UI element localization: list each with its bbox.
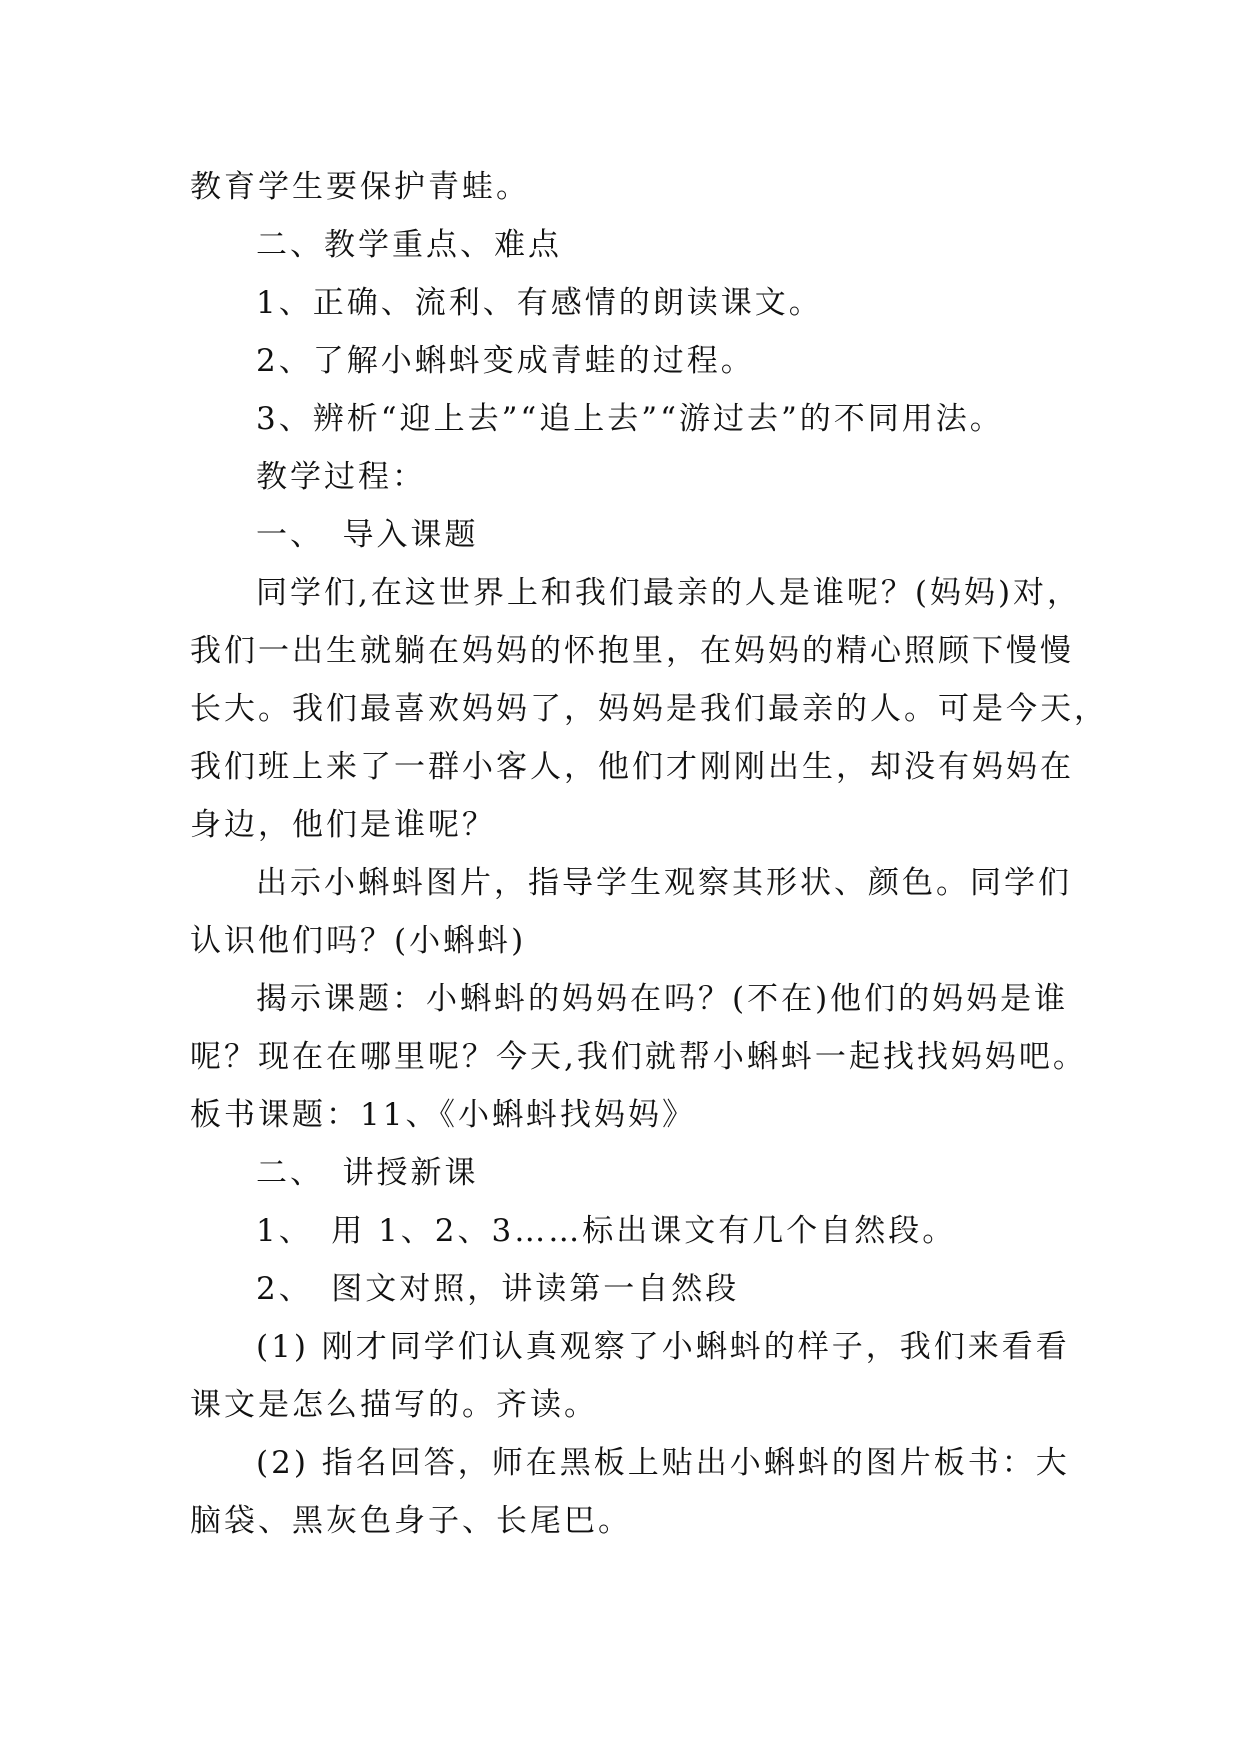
paragraph-line: 我们班上来了一群小客人，他们才刚刚出生，却没有妈妈在 [190,749,1074,785]
list-item: 1、正确、流利、有感情的朗读课文。 [256,285,823,321]
section-heading: 二、 讲授新课 [256,1155,479,1191]
section-heading: 一、 导入课题 [256,517,479,553]
section-heading: 二、教学重点、难点 [256,227,562,263]
paragraph-line: 同学们,在这世界上和我们最亲的人是谁呢？(妈妈)对， [256,575,1082,611]
paragraph-line: 认识他们吗？(小蝌蚪) [190,923,527,959]
paragraph-line: (1) 刚才同学们认真观察了小蝌蚪的样子，我们来看看 [256,1329,1070,1365]
text-line: 教育学生要保护青蛙。 [190,169,530,205]
paragraph-line: 板书课题：11、《小蝌蚪找妈妈》 [190,1097,696,1133]
paragraph-line: 身边，他们是谁呢？ [190,807,496,843]
paragraph-line: 脑袋、黑灰色身子、长尾巴。 [190,1503,632,1539]
paragraph-line: 长大。我们最喜欢妈妈了，妈妈是我们最亲的人。可是今天， [190,691,1108,727]
list-item: 3、辨析“迎上去”“追上去”“游过去”的不同用法。 [256,401,1004,437]
paragraph-line: 呢？现在在哪里呢？今天,我们就帮小蝌蚪一起找找妈妈吧。 [190,1039,1087,1075]
paragraph-line: 出示小蝌蚪图片，指导学生观察其形状、颜色。同学们 [256,865,1072,901]
list-item: 2、 图文对照，讲读第一自然段 [256,1271,740,1307]
section-heading: 教学过程： [256,459,426,495]
document-body [190,158,1108,1550]
paragraph-line: (2) 指名回答，师在黑板上贴出小蝌蚪的图片板书：大 [256,1445,1070,1481]
paragraph-line: 我们一出生就躺在妈妈的怀抱里，在妈妈的精心照顾下慢慢 [190,633,1074,669]
list-item: 2、了解小蝌蚪变成青蛙的过程。 [256,343,755,379]
paragraph-line: 揭示课题：小蝌蚪的妈妈在吗？(不在)他们的妈妈是谁 [256,981,1069,1017]
list-item: 1、 用 1、2、3……标出课文有几个自然段。 [256,1213,957,1249]
paragraph-line: 课文是怎么描写的。齐读。 [190,1387,598,1423]
